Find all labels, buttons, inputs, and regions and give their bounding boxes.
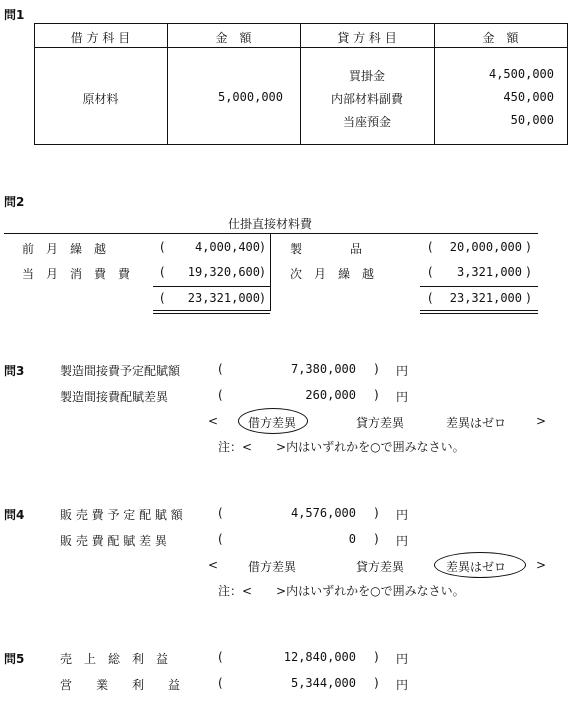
q4-open-1: ( bbox=[218, 506, 223, 520]
q4-unit-2: 円 bbox=[396, 534, 409, 548]
t-left-close-2: ) bbox=[260, 265, 265, 279]
q3-bracket-open: < bbox=[208, 414, 219, 428]
q4-choice-credit: 貸方差異 bbox=[356, 560, 405, 574]
q3-choice-debit: 借方差異 bbox=[248, 416, 297, 430]
credit-account-1: 買掛金 bbox=[348, 69, 385, 83]
q5-amount-2: 5,344,000 bbox=[290, 676, 356, 690]
q3-item-2: 製造間接費配賦差異 bbox=[60, 390, 169, 404]
q4-open-2: ( bbox=[218, 532, 223, 546]
q3-choice-credit: 貸方差異 bbox=[356, 416, 405, 430]
header-debit-account: 借 方 科 目 bbox=[70, 31, 131, 45]
q4-amount-1: 4,576,000 bbox=[290, 506, 356, 520]
credit-amount-3: 50,000 bbox=[510, 113, 554, 127]
q5-open-2: ( bbox=[218, 676, 223, 690]
q3-amount-2: 260,000 bbox=[305, 388, 356, 402]
q3-close-2: ) bbox=[374, 388, 379, 402]
q3-close-1: ) bbox=[374, 362, 379, 376]
debit-account: 原材料 bbox=[82, 92, 119, 106]
q5-open-1: ( bbox=[218, 650, 223, 664]
header-debit-amount: 金 額 bbox=[215, 31, 252, 45]
t-right-total-close: ) bbox=[526, 291, 531, 305]
q3-unit-2: 円 bbox=[396, 390, 409, 404]
q3-unit-1: 円 bbox=[396, 364, 409, 378]
t-left-open-2: ( bbox=[160, 265, 165, 279]
t-right-close-2: ) bbox=[526, 265, 531, 279]
t-left-total-open: ( bbox=[160, 291, 165, 305]
q5-unit-2: 円 bbox=[396, 678, 409, 692]
q5-item-2: 営 業 利 益 bbox=[60, 678, 181, 692]
t-right-close-1: ) bbox=[526, 240, 531, 254]
t-right-total: 23,321,000 bbox=[449, 291, 522, 305]
t-right-total-open: ( bbox=[428, 291, 433, 305]
credit-account-2: 内部材料副費 bbox=[330, 92, 403, 106]
q4-item-1: 販 売 費 予 定 配 賦 額 bbox=[60, 508, 183, 522]
q4-close-1: ) bbox=[374, 506, 379, 520]
t-right-item-2: 次 月 繰 越 bbox=[290, 267, 375, 281]
t-left-amount-1: 4,000,400 bbox=[194, 240, 260, 254]
q5-close-1: ) bbox=[374, 650, 379, 664]
t-left-close-1: ) bbox=[260, 240, 265, 254]
t-left-item-2: 当 月 消 費 費 bbox=[22, 267, 131, 281]
q3-label: 問3 bbox=[4, 364, 25, 378]
q1-label: 問1 bbox=[4, 8, 25, 22]
q5-amount-1: 12,840,000 bbox=[283, 650, 356, 664]
t-left-total: 23,321,000 bbox=[187, 291, 260, 305]
q3-open-2: ( bbox=[218, 388, 223, 402]
debit-amount: 5,000,000 bbox=[217, 90, 283, 104]
q3-open-1: ( bbox=[218, 362, 223, 376]
t-left-total-close: ) bbox=[260, 291, 265, 305]
q4-amount-2: 0 bbox=[348, 532, 356, 546]
q2-label: 問2 bbox=[4, 195, 25, 209]
header-credit-amount: 金 額 bbox=[482, 31, 519, 45]
header-credit-account: 貸 方 科 目 bbox=[337, 31, 397, 45]
q3-item-1: 製造間接費予定配賦額 bbox=[60, 364, 181, 378]
q4-label: 問4 bbox=[4, 508, 25, 522]
q4-bracket-close: > bbox=[536, 558, 547, 572]
t-left-item-1: 前 月 繰 越 bbox=[22, 242, 107, 256]
q4-note: 注：< >内はいずれかを○で囲みなさい。 bbox=[218, 584, 465, 598]
q3-bracket-close: > bbox=[536, 414, 547, 428]
t-right-item-1: 製 品 bbox=[290, 242, 363, 256]
q4-choice-debit: 借方差異 bbox=[248, 560, 297, 574]
t-right-open-1: ( bbox=[428, 240, 433, 254]
q4-choice-zero: 差異はゼロ bbox=[446, 560, 507, 574]
t-account-title: 仕掛直接材料費 bbox=[227, 217, 312, 231]
q4-unit-1: 円 bbox=[396, 508, 409, 522]
q5-label: 問5 bbox=[4, 652, 25, 666]
q4-item-2: 販 売 費 配 賦 差 異 bbox=[60, 534, 167, 548]
q3-choice-zero: 差異はゼロ bbox=[446, 416, 507, 430]
credit-amount-2: 450,000 bbox=[503, 90, 554, 104]
q5-close-2: ) bbox=[374, 676, 379, 690]
credit-account-3: 当座預金 bbox=[342, 115, 391, 129]
q4-bracket-open: < bbox=[208, 558, 219, 572]
t-right-amount-2: 3,321,000 bbox=[456, 265, 522, 279]
t-left-amount-2: 19,320,600 bbox=[187, 265, 260, 279]
t-right-open-2: ( bbox=[428, 265, 433, 279]
q5-item-1: 売 上 総 利 益 bbox=[60, 652, 169, 666]
q5-unit-1: 円 bbox=[396, 652, 409, 666]
credit-amount-1: 4,500,000 bbox=[488, 67, 554, 81]
t-left-open-1: ( bbox=[160, 240, 165, 254]
t-right-amount-1: 20,000,000 bbox=[449, 240, 522, 254]
q3-amount-1: 7,380,000 bbox=[290, 362, 356, 376]
q3-note: 注：< >内はいずれかを○で囲みなさい。 bbox=[218, 440, 465, 454]
q4-close-2: ) bbox=[374, 532, 379, 546]
